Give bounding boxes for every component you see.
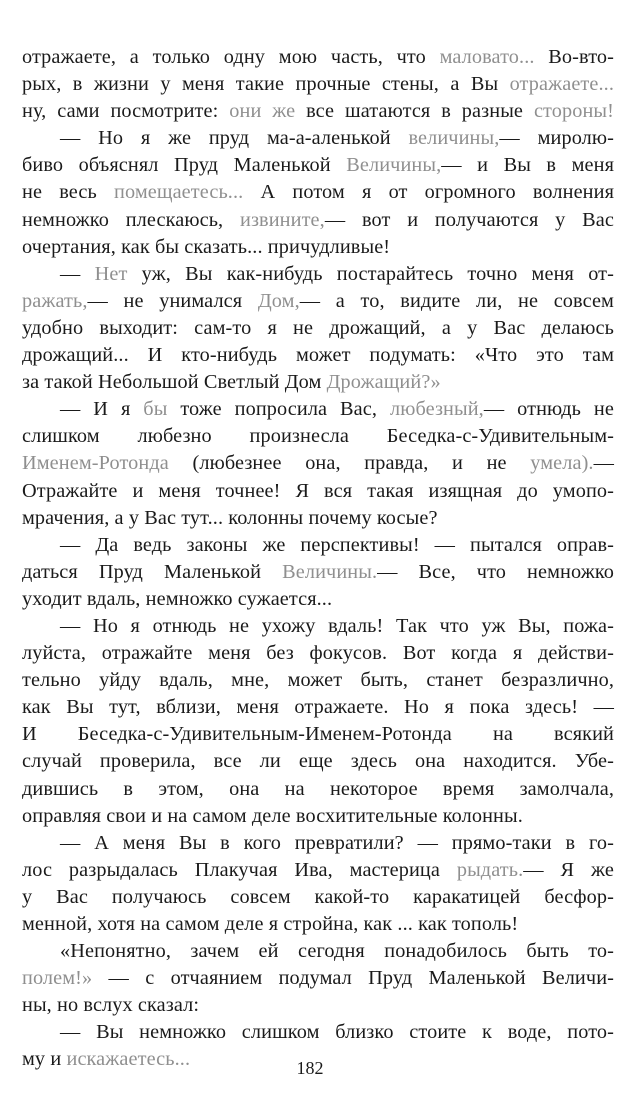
faded-text-run: они же bbox=[229, 100, 296, 123]
text-run: дившись в этом, она на некоторое время замолчала, bbox=[22, 777, 614, 800]
text-run: у Вас получаюсь совсем какой-то каракатицей бесфор- bbox=[22, 885, 614, 908]
text-run: все шатаются в разные bbox=[295, 100, 534, 123]
text-run: удобно выходит: сам-то я не дрожащий, а у Вас делаюсь bbox=[22, 316, 614, 339]
text-run: уж, Вы как-нибудь постарайтесь точно меня от- bbox=[127, 262, 614, 285]
text-line bbox=[22, 559, 614, 586]
text-run: за такой Небольшой Светлый Дом bbox=[22, 371, 327, 394]
faded-text-run: умела). bbox=[530, 452, 594, 475]
faded-text-run: Величины. bbox=[282, 560, 378, 583]
text-line bbox=[22, 152, 614, 179]
page-number: 182 bbox=[296, 1058, 324, 1078]
text-line bbox=[22, 1019, 614, 1046]
text-line bbox=[22, 179, 614, 206]
text-run: уходит вдаль, немножко сужается... bbox=[22, 587, 333, 610]
text-run: — миролю- bbox=[499, 127, 614, 150]
faded-text-run: Именем-Ротонда bbox=[22, 452, 169, 475]
text-run: луйста, отражайте меня без фокусов. Вот когда я действи- bbox=[22, 642, 614, 665]
text-run: Во-вто- bbox=[534, 46, 614, 68]
text-run: — bbox=[593, 452, 614, 475]
text-line bbox=[22, 911, 614, 938]
text-line bbox=[22, 478, 614, 505]
text-line bbox=[22, 667, 614, 694]
text-line bbox=[22, 992, 614, 1019]
text-run: как Вы тут, вблизи, меня отражаете. Но я пока здесь! — bbox=[22, 696, 614, 719]
text-run: — отнюдь не bbox=[483, 398, 614, 421]
text-run: «Непонятно, зачем ей сегодня понадобилось быть то- bbox=[60, 940, 614, 963]
text-run: ну, сами посмотрите: bbox=[22, 100, 230, 123]
text-run: — И я bbox=[60, 398, 144, 421]
text-line bbox=[22, 613, 614, 640]
text-line bbox=[22, 640, 614, 667]
faded-text-run: Нет bbox=[94, 262, 128, 285]
text-line bbox=[22, 721, 614, 748]
faded-text-run: искажаетесь... bbox=[66, 1048, 191, 1071]
text-run: А потом я от огромного волнения bbox=[243, 181, 615, 204]
text-line bbox=[22, 748, 614, 775]
text-run: случай проверила, все ли еще здесь она находится. Убе- bbox=[22, 750, 614, 773]
text-run: биво объяснял Пруд Маленькой bbox=[22, 154, 347, 177]
faded-text-run: стороны! bbox=[533, 100, 614, 123]
faded-text-run: величины, bbox=[408, 127, 500, 150]
text-line bbox=[22, 884, 614, 911]
faded-text-run: извините, bbox=[239, 208, 325, 231]
text-line bbox=[22, 776, 614, 803]
text-run: ны, но вслух сказал: bbox=[22, 994, 200, 1017]
faded-text-run: бы bbox=[143, 398, 168, 421]
text-line bbox=[22, 44, 614, 71]
text-line bbox=[22, 207, 614, 234]
text-line bbox=[22, 342, 614, 369]
faded-text-run: помещаетесь... bbox=[114, 181, 244, 204]
text-run: очертания, как бы сказать... причудливые! bbox=[22, 235, 391, 258]
text-line bbox=[22, 98, 614, 125]
text-run: мрачения, а у Вас тут... колонны почему косые? bbox=[22, 506, 438, 529]
text-run: — Я же bbox=[523, 858, 614, 881]
faded-text-run: Дом, bbox=[257, 289, 300, 312]
text-line bbox=[22, 532, 614, 559]
text-run: — с отчаянием подумал Пруд Маленькой Величи- bbox=[92, 967, 614, 990]
text-line bbox=[22, 803, 614, 830]
text-line bbox=[22, 234, 614, 261]
text-line bbox=[22, 71, 614, 98]
text-run: немножко плескаюсь, bbox=[22, 208, 240, 231]
text-run: рых, в жизни у меня такие прочные стены, а Вы bbox=[22, 73, 510, 96]
text-run: не весь bbox=[22, 181, 115, 204]
text-run: даться Пруд Маленькой bbox=[22, 560, 283, 583]
text-line bbox=[22, 315, 614, 342]
text-run: — а то, видите ли, не совсем bbox=[299, 289, 614, 312]
text-line bbox=[22, 125, 614, 152]
text-line bbox=[22, 450, 614, 477]
text-run: Отражайте и меня точнее! Я вся такая изящная до умопо- bbox=[22, 479, 614, 502]
text-line bbox=[22, 396, 614, 423]
text-line bbox=[22, 694, 614, 721]
faded-text-run: маловато... bbox=[439, 46, 535, 68]
faded-text-run: любезный, bbox=[389, 398, 484, 421]
faded-text-run: отражаете... bbox=[509, 73, 614, 96]
faded-text-run: рыдать. bbox=[456, 858, 524, 881]
text-run: — bbox=[60, 262, 95, 285]
text-line bbox=[22, 369, 614, 396]
text-run: му и bbox=[22, 1048, 67, 1071]
faded-text-run: Величины, bbox=[346, 154, 442, 177]
text-run: менной, хотя на самом деле я стройна, как ... как тополь! bbox=[22, 913, 519, 935]
text-run: дрожащий... И кто-нибудь может подумать: «Что это там bbox=[22, 344, 614, 367]
book-page-text bbox=[22, 44, 614, 1074]
text-run: — не унимался bbox=[87, 289, 258, 312]
text-run: оправляя свои и на самом деле восхитительные колонны. bbox=[22, 804, 523, 827]
text-line bbox=[22, 261, 614, 288]
text-line bbox=[22, 857, 614, 884]
text-line bbox=[22, 505, 614, 532]
text-run: — Все, что немножко bbox=[377, 560, 614, 583]
text-run: — вот и получаются у Вас bbox=[324, 208, 614, 231]
text-run: — Да ведь законы же перспективы! — пытался оправ- bbox=[60, 533, 614, 556]
text-run: отражаете, а только одну мою часть, что bbox=[22, 46, 440, 68]
text-line bbox=[22, 830, 614, 857]
text-run: И Беседка-с-Удивительным-Именем-Ротонда на всякий bbox=[22, 723, 614, 746]
text-run: тельно уйду вдаль, мне, может быть, станет безразлично, bbox=[22, 669, 614, 692]
text-run: (любезнее она, правда, и не bbox=[168, 452, 531, 475]
text-run: — Но я отнюдь не ухожу вдаль! Так что уж Вы, пожа- bbox=[60, 614, 614, 637]
text-run: — А меня Вы в кого превратили? — прямо-таки в го- bbox=[60, 831, 614, 854]
faded-text-run: ражать, bbox=[22, 289, 88, 312]
text-line bbox=[22, 288, 614, 315]
text-run: слишком любезно произнесла Беседка-с-Удивительным- bbox=[22, 425, 614, 448]
faded-text-run: Дрожащий?» bbox=[326, 371, 441, 394]
text-line bbox=[22, 423, 614, 450]
text-line bbox=[22, 965, 614, 992]
text-line bbox=[22, 938, 614, 965]
text-run: лос разрыдалась Плакучая Ива, мастерица bbox=[22, 858, 457, 881]
text-run: — Но я же пруд ма-а-аленькой bbox=[60, 127, 409, 150]
text-run: тоже попросила Вас, bbox=[167, 398, 390, 421]
text-run: — и Вы в меня bbox=[441, 154, 615, 177]
text-line bbox=[22, 586, 614, 613]
faded-text-run: полем!» bbox=[22, 967, 93, 990]
text-run: — Вы немножко слишком близко стоите к воде, пото- bbox=[60, 1021, 614, 1044]
